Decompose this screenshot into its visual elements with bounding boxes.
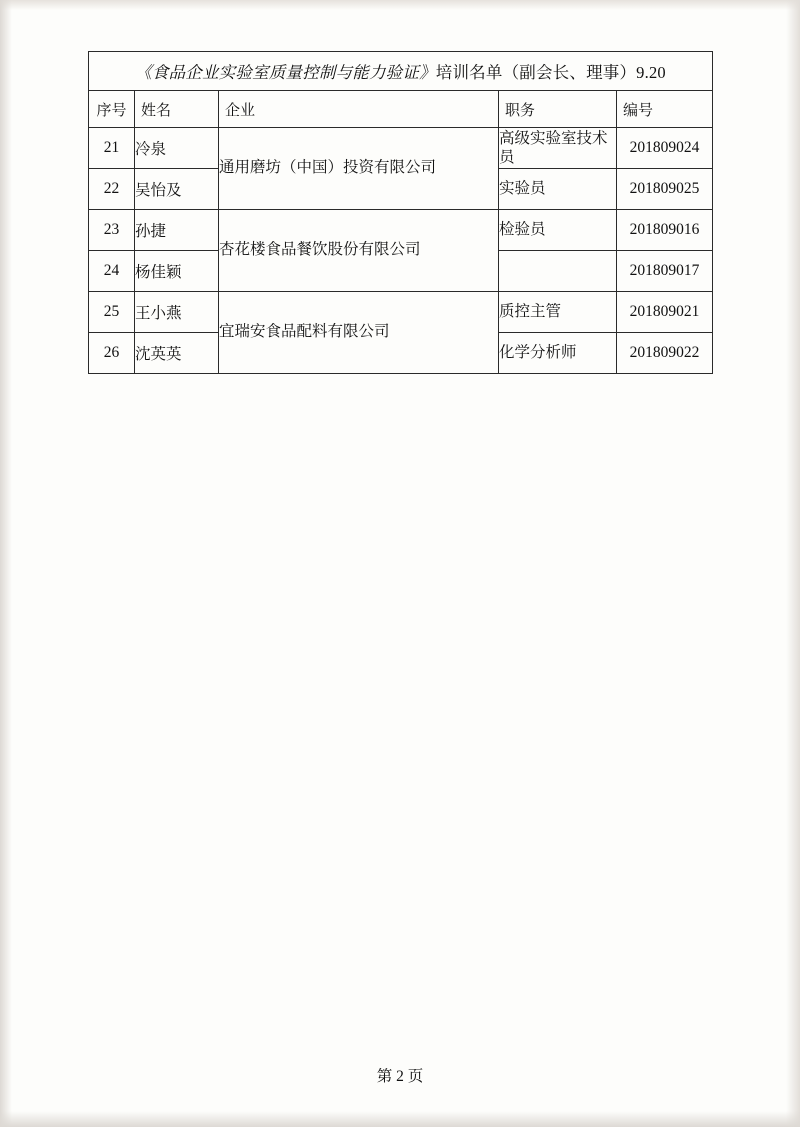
cell-name: 杨佳颖 [135,251,219,292]
cell-role: 质控主管 [499,292,617,333]
cell-role: 检验员 [499,210,617,251]
cell-seq: 21 [89,128,135,169]
column-header-role: 职务 [499,91,617,128]
table-row [89,128,713,169]
cell-code: 201809022 [617,333,713,374]
table-row [89,210,713,251]
cell-code: 201809024 [617,128,713,169]
column-header-code: 编号 [617,91,713,128]
cell-role: 实验员 [499,169,617,210]
scan-edge-top [0,0,800,10]
scan-edge-bottom [0,1111,800,1127]
cell-seq: 23 [89,210,135,251]
cell-seq: 26 [89,333,135,374]
cell-code: 201809021 [617,292,713,333]
page-number: 第 2 页 [376,1068,424,1085]
cell-name: 孙捷 [135,210,219,251]
document-title [89,52,713,91]
cell-name: 沈英英 [135,333,219,374]
page-footer [0,1063,800,1087]
document-title-prefix: 《食品企业实验室质量控制与能力验证》 [135,63,436,82]
cell-company: 杏花楼食品餐饮股份有限公司 [219,210,499,292]
cell-name: 吴怡及 [135,169,219,210]
column-header-company: 企业 [219,91,499,128]
training-roster-table [88,51,713,374]
cell-company: 宜瑞安食品配料有限公司 [219,292,499,374]
cell-role [499,251,617,292]
table-row [89,292,713,333]
table-title-row [89,52,713,91]
cell-name: 冷泉 [135,128,219,169]
column-header-name: 姓名 [135,91,219,128]
document-title-suffix: 培训名单（副会长、理事）9.20 [435,63,666,82]
cell-seq: 25 [89,292,135,333]
cell-seq: 24 [89,251,135,292]
cell-code: 201809017 [617,251,713,292]
cell-company: 通用磨坊（中国）投资有限公司 [219,128,499,210]
cell-seq: 22 [89,169,135,210]
cell-code: 201809016 [617,210,713,251]
cell-role: 高级实验室技术员 [499,128,617,169]
table-header-row [89,91,713,128]
cell-role: 化学分析师 [499,333,617,374]
cell-code: 201809025 [617,169,713,210]
column-header-seq: 序号 [89,91,135,128]
scan-edge-left [0,0,12,1127]
scan-edge-right [786,0,800,1127]
cell-name: 王小燕 [135,292,219,333]
